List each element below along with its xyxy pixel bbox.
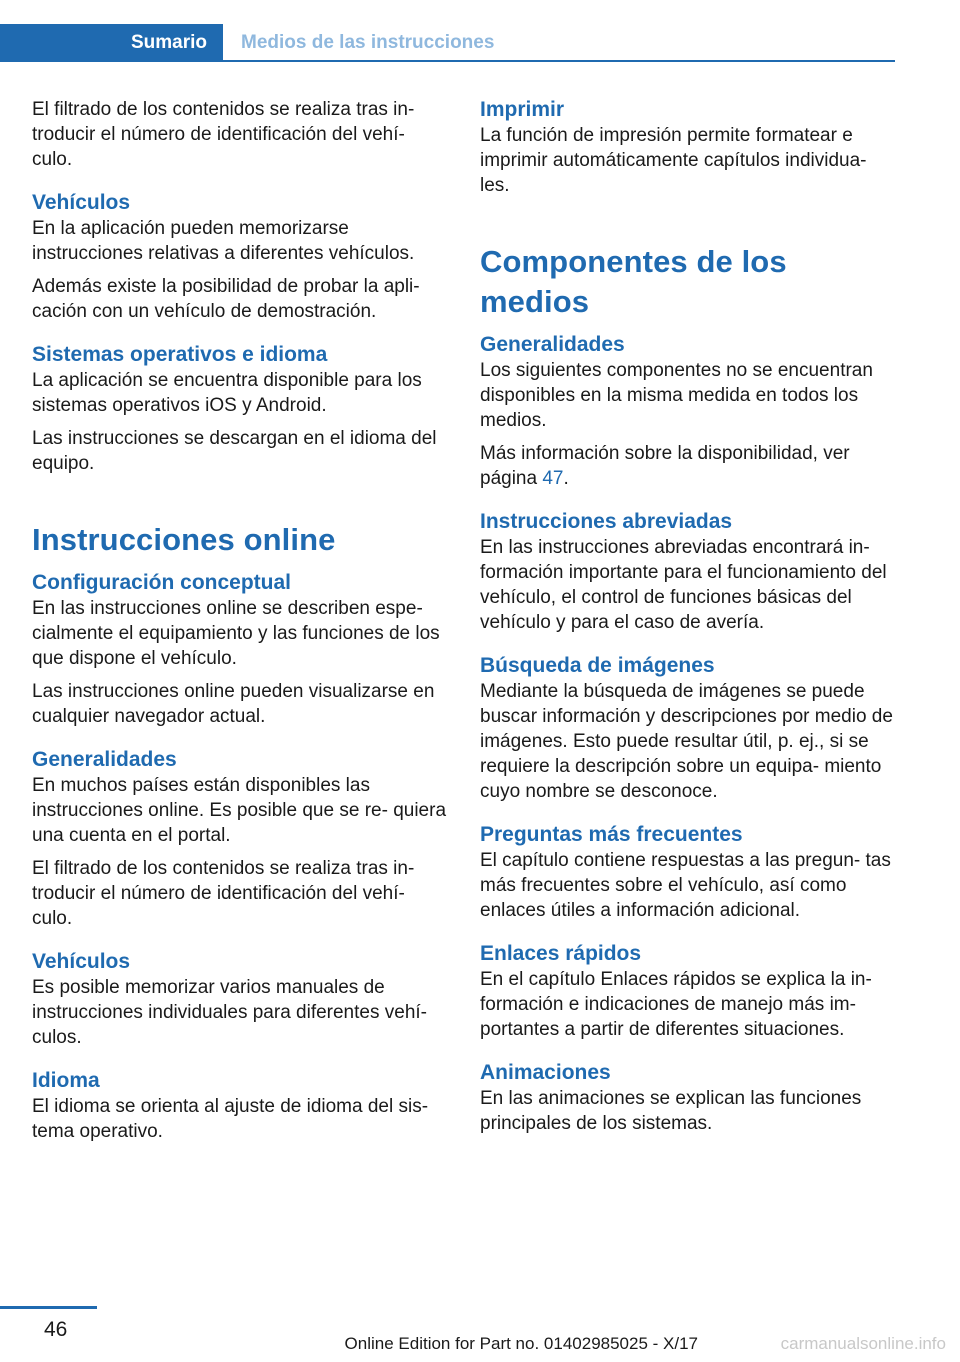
- footer-divider: [0, 1306, 97, 1309]
- heading-generalidades-componentes: Generalidades: [480, 333, 625, 356]
- paragraph: El filtrado de los contenidos se realiza tras in- troducir el número de identificación del vehí- culo.: [32, 858, 415, 929]
- heading-vehiculos-app: Vehículos: [32, 191, 131, 214]
- paragraph: En el capítulo Enlaces rápidos se explica la in- formación e indicaciones de manejo más im- portantes a partir de diferentes situaciones.: [480, 969, 872, 1040]
- heading-vehiculos-online: Vehículos: [32, 950, 131, 973]
- paragraph: En las animaciones se explican las funciones principales de los sistemas.: [480, 1088, 862, 1134]
- page-reference-text: Más información sobre la disponibilidad, ver página: [480, 443, 850, 489]
- paragraph: La función de impresión permite formatear e imprimir automáticamente capítulos individua- les.: [480, 125, 867, 196]
- paragraph: En las instrucciones online se describen espe- cialmente el equipamiento y las funciones de los que dispone el vehículo.: [32, 598, 440, 669]
- heading-imprimir: Imprimir: [480, 98, 565, 121]
- heading-enlaces-rapidos: Enlaces rápidos: [480, 942, 642, 965]
- heading-preguntas-frecuentes: Preguntas más frecuentes: [480, 823, 743, 846]
- page-number: 46: [44, 1318, 68, 1341]
- heading-busqueda-imagenes: Búsqueda de imágenes: [480, 654, 715, 677]
- right-column: [480, 97, 900, 1154]
- paragraph: El capítulo contiene respuestas a las pregun- tas más frecuentes sobre el vehículo, así como enlaces útiles a información adicional.: [480, 850, 891, 921]
- page-reference-end: .: [563, 468, 569, 489]
- paragraph: Es posible memorizar varios manuales de instrucciones individuales para diferentes vehí- culos.: [32, 977, 427, 1048]
- page-47-link[interactable]: 47: [542, 468, 564, 489]
- paragraph: Además existe la posibilidad de probar la apli- cación con un vehículo de demostración.: [32, 276, 420, 322]
- heading-idioma: Idioma: [32, 1069, 100, 1092]
- heading-generalidades-online: Generalidades: [32, 748, 177, 771]
- left-column: [32, 97, 447, 1162]
- tab-sumario[interactable]: [0, 24, 223, 62]
- heading-componentes-medios: Componentes de los medios: [480, 244, 787, 319]
- footer-edition-text: Online Edition for Part no. 01402985025 - X/17: [344, 1334, 698, 1353]
- header-section-title[interactable]: [241, 24, 494, 62]
- paragraph: En muchos países están disponibles las instrucciones online. Es posible que se re- quiera una cuenta en el portal.: [32, 775, 447, 846]
- tab-sumario-label: Sumario: [130, 32, 207, 53]
- paragraph: En las instrucciones abreviadas encontrará in- formación importante para el funcionamiento del vehículo, el control de funciones básicas del vehículo y para el caso de avería.: [480, 537, 887, 633]
- heading-instrucciones-abreviadas: Instrucciones abreviadas: [480, 510, 733, 533]
- paragraph-page-reference: [480, 441, 900, 491]
- paragraph: Los siguientes componentes no se encuentran disponibles en la misma medida en todos los medios.: [480, 360, 873, 431]
- heading-instrucciones-online: Instrucciones online: [32, 522, 336, 557]
- paragraph: En la aplicación pueden memorizarse instrucciones relativas a diferentes vehículos.: [32, 218, 415, 264]
- header-divider: [0, 60, 895, 62]
- heading-sistemas-operativos: Sistemas operativos e idioma: [32, 343, 328, 366]
- header-section-label: Medios de las instrucciones: [241, 32, 495, 53]
- paragraph: Las instrucciones online pueden visualizarse en cualquier navegador actual.: [32, 681, 435, 727]
- paragraph: El idioma se orienta al ajuste de idioma del sis- tema operativo.: [32, 1096, 429, 1142]
- paragraph: La aplicación se encuentra disponible para los sistemas operativos iOS y Android.: [32, 370, 422, 416]
- intro-paragraph: El filtrado de los contenidos se realiza tras in- troducir el número de identificación del vehí- culo.: [32, 99, 415, 170]
- heading-configuracion-conceptual: Configuración conceptual: [32, 571, 292, 594]
- heading-animaciones: Animaciones: [480, 1061, 611, 1084]
- paragraph: Mediante la búsqueda de imágenes se puede buscar información y descripciones por medio de imágenes. Esto puede resultar útil, p. ej., si se requiere la descripción sobre un equipa- miento cuyo nombre se desconoce.: [480, 681, 893, 802]
- paragraph: Las instrucciones se descargan en el idioma del equipo.: [32, 428, 437, 474]
- watermark-text: carmanualsonline.info: [780, 1334, 946, 1353]
